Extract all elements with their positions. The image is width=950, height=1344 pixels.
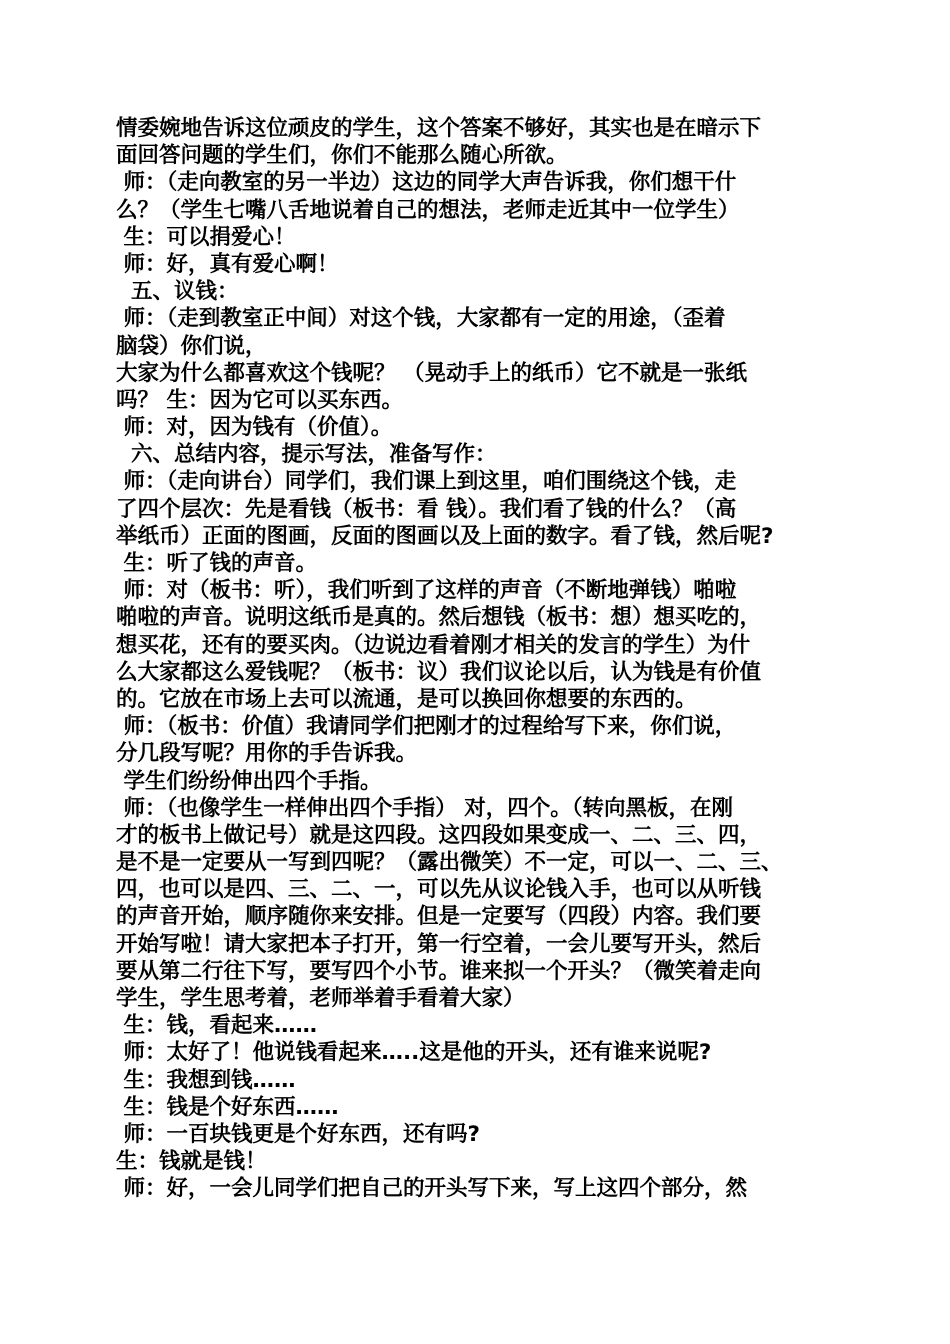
text-line: 么大家都这么爱钱呢？（板书：议）我们议论以后，认为钱是有价值: [116, 659, 762, 685]
text-line: 师：对，因为钱有（价值）。: [116, 415, 393, 441]
text-line: 想买花，还有的要买肉。（边说边看着刚才相关的发言的学生）为什: [116, 632, 751, 658]
text-line: 啪啦的声音。说明这纸币是真的。然后想钱（板书：想）想买吃的，: [116, 605, 762, 631]
text-line: 分几段写呢？用你的手告诉我。: [116, 741, 418, 767]
text-line: 师：（走向教室的另一半边）这边的同学大声告诉我，你们想干什: [116, 170, 737, 196]
text-line: 的。它放在市场上去可以流通，是可以换回你想要的东西的。: [116, 686, 697, 712]
text-line: 要从第二行往下写，要写四个小节。谁来拟一个开头？（微笑着走向: [116, 958, 762, 984]
text-line: 才的板书上做记号）就是这四段。这四段如果变成一、二、三、四，: [116, 822, 762, 848]
text-line: 吗？ 生：因为它可以买东西。: [116, 387, 403, 413]
text-line: 了四个层次：先是看钱（板书：看 钱）。我们看了钱的什么？（高: [116, 496, 737, 522]
text-line: 师：一百块钱更是个好东西，还有吗?: [116, 1121, 480, 1147]
text-line: 生：我想到钱……: [116, 1067, 296, 1093]
text-line: 生：钱是个好东西……: [116, 1094, 339, 1120]
section-heading: 六、总结内容，提示写法，准备写作：: [116, 442, 497, 468]
text-line: 师：（走向讲台）同学们，我们课上到这里，咱们围绕这个钱，走: [116, 469, 737, 495]
text-line: 四，也可以是四、三、二、一，可以先从议论钱入手，也可以从听钱: [116, 877, 762, 903]
text-line: 学生，学生思考着，老师举着手看着大家）: [116, 986, 525, 1011]
text-line: 面回答问题的学生们，你们不能那么随心所欲。: [116, 143, 568, 169]
section-heading: 五、议钱：: [116, 279, 239, 305]
text-line: 举纸币）正面的图画，反面的图画以及上面的数字。看了钱，然后呢?: [116, 523, 774, 549]
text-line: 师：对（板书：听），我们听到了这样的声音（不断地弹钱）啪啦: [116, 578, 737, 604]
text-line: 生：钱，看起来……: [116, 1013, 317, 1039]
text-line: 生：听了钱的声音。: [116, 551, 317, 576]
text-line: 师：好，真有爱心啊！: [116, 251, 339, 277]
text-line: 是不是一定要从一写到四呢？（露出微笑）不一定，可以一、二、三、: [116, 850, 783, 876]
text-line: 生：钱就是钱！: [116, 1149, 267, 1175]
text-line: 师：好，一会儿同学们把自己的开头写下来，写上这四个部分，然: [116, 1176, 747, 1202]
text-line: 脑袋）你们说，: [116, 333, 267, 359]
text-line: 师：（也像学生一样伸出四个手指） 对，四个。（转向黑板，在刚: [116, 795, 733, 821]
text-line: 生：可以捐爱心！: [116, 224, 296, 250]
text-line: 么？（学生七嘴八舌地说着自己的想法，老师走近其中一位学生）: [116, 197, 740, 223]
text-line: 情委婉地告诉这位顽皮的学生，这个答案不够好，其实也是在暗示下: [116, 116, 762, 141]
text-line: 的声音开始，顺序随你来安排。但是一定要写（四段）内容。我们要: [116, 904, 762, 930]
text-line: 师：太好了！他说钱看起来…..这是他的开头，还有谁来说呢?: [116, 1040, 712, 1066]
text-line: 大家为什么都喜欢这个钱呢？ （晃动手上的纸币）它不就是一张纸: [116, 360, 747, 386]
text-line: 学生们纷纷伸出四个手指。: [116, 768, 382, 794]
text-line: 师：（走到教室正中间）对这个钱，大家都有一定的用途，（歪着: [116, 306, 726, 332]
text-line: 师：（板书：价值）我请同学们把刚才的过程给写下来，你们说，: [116, 714, 737, 740]
text-line: 开始写啦！请大家把本子打开，第一行空着，一会儿要写开头，然后: [116, 931, 762, 957]
document-body: [116, 115, 916, 1203]
